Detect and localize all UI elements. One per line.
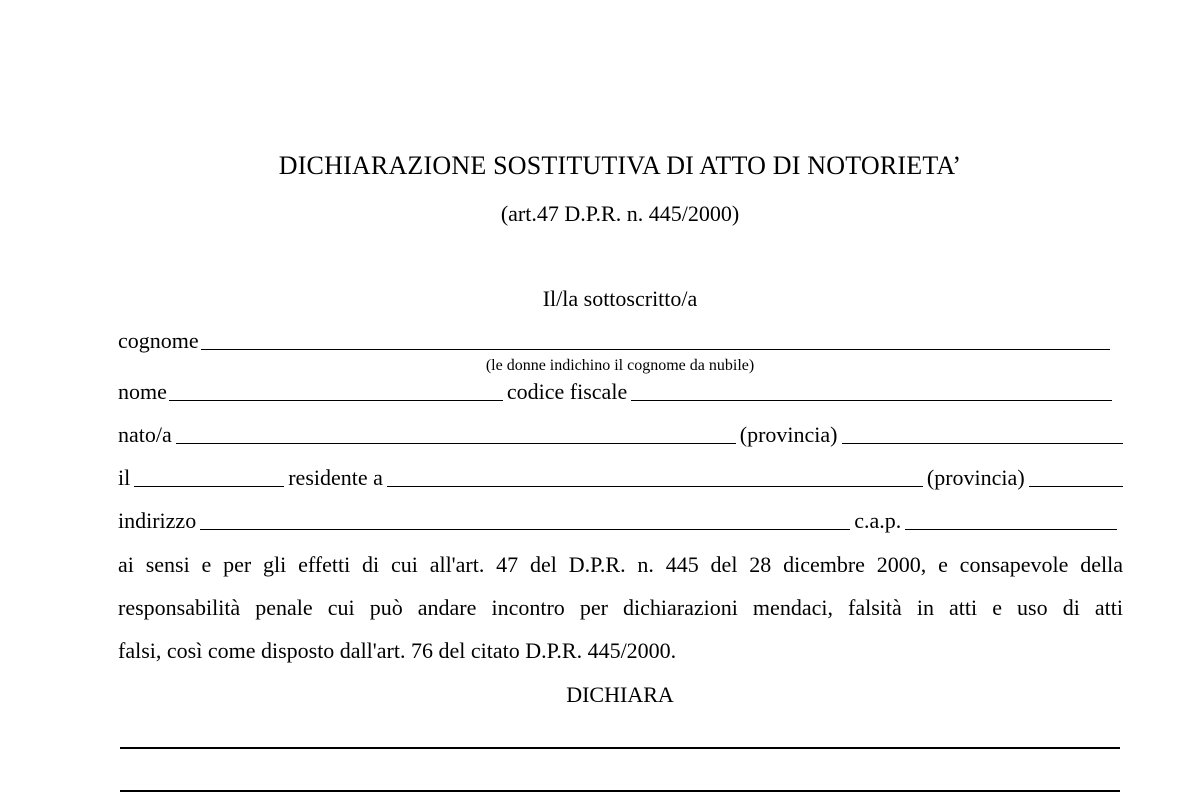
codice-fiscale-label: codice fiscale <box>506 379 628 404</box>
cap-field[interactable] <box>905 529 1117 530</box>
declaration-paragraph <box>118 543 1123 672</box>
provincia-field-2[interactable] <box>1029 486 1123 487</box>
indirizzo-field[interactable] <box>200 529 850 530</box>
paragraph-line: ai sensi e per gli effetti di cui all'art. 47 del D.P.R. n. 445 del 28 dicembre 2000, e consapevole della <box>118 552 1123 577</box>
provincia-field-1[interactable] <box>842 443 1124 444</box>
nato-row <box>118 422 1123 448</box>
paragraph-line: responsabilità penale cui può andare incontro per dichiarazioni mendaci, falsità in atti e uso di atti <box>118 595 1123 620</box>
indirizzo-label: indirizzo <box>118 508 197 533</box>
declaration-line-1[interactable] <box>120 747 1120 749</box>
il-label: il <box>118 465 131 490</box>
nato-field[interactable] <box>176 443 736 444</box>
indirizzo-row <box>118 508 1117 534</box>
cognome-row <box>118 328 1110 354</box>
provincia-label-1: (provincia) <box>739 422 838 447</box>
dichiara-heading: DICHIARA <box>566 682 674 707</box>
nome-row <box>118 379 1112 405</box>
nome-field[interactable] <box>169 400 503 401</box>
declaration-line-2[interactable] <box>120 790 1120 792</box>
residente-field[interactable] <box>387 486 923 487</box>
codice-fiscale-field[interactable] <box>631 400 1112 401</box>
provincia-label-2: (provincia) <box>926 465 1025 490</box>
nome-label: nome <box>118 379 167 404</box>
paragraph-line: falsi, così come disposto dall'art. 76 del citato D.P.R. 445/2000. <box>118 638 677 663</box>
cap-label: c.a.p. <box>854 508 902 533</box>
intro-text: Il/la sottoscritto/a <box>542 286 698 311</box>
document-subtitle: (art.47 D.P.R. n. 445/2000) <box>500 201 740 226</box>
document-title: DICHIARAZIONE SOSTITUTIVA DI ATTO DI NOTORIETA’ <box>278 151 962 180</box>
residenza-row <box>118 465 1123 491</box>
cognome-label: cognome <box>118 328 199 353</box>
nato-label: nato/a <box>118 422 172 447</box>
cognome-note: (le donne indichino il cognome da nubile) <box>485 357 755 374</box>
cognome-field[interactable] <box>201 349 1110 350</box>
data-nascita-field[interactable] <box>134 486 284 487</box>
residente-label: residente a <box>288 465 383 490</box>
